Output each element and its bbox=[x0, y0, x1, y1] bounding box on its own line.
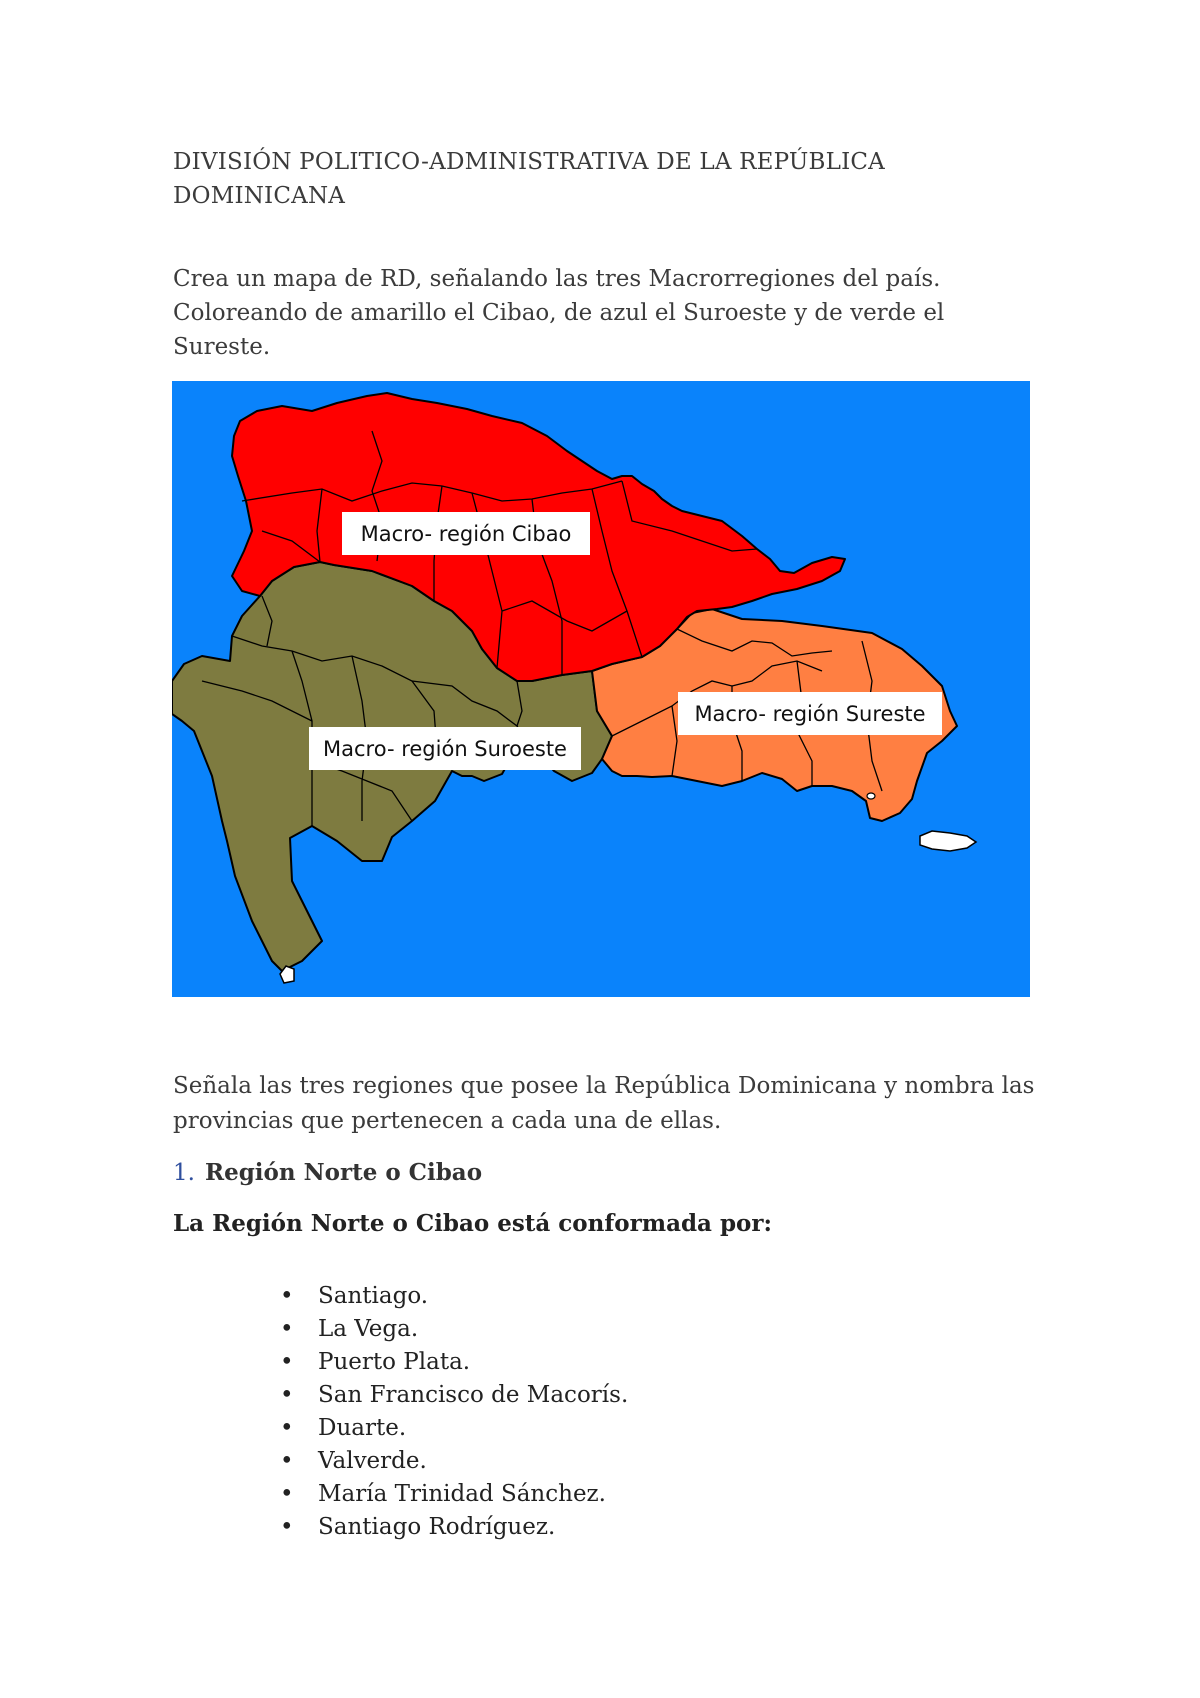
question-line-2: provincias que pertenecen a cada una de ellas. bbox=[173, 1108, 722, 1134]
title-line-1: DIVISIÓN POLITICO-ADMINISTRATIVA DE LA REPÚBLICA bbox=[173, 149, 885, 175]
label-cibao-text: Macro- región Cibao bbox=[360, 522, 572, 546]
section-title: Región Norte o Cibao bbox=[204, 1159, 483, 1186]
instructions-line-1: Crea un mapa de RD, señalando las tres Macrorregiones del país. bbox=[173, 266, 941, 292]
list-item-text: Santiago Rodríguez. bbox=[318, 1514, 556, 1540]
instructions-paragraph bbox=[173, 262, 1053, 364]
bullet-icon: • bbox=[280, 1283, 294, 1309]
question-line-1: Señala las tres regiones que posee la República Dominicana y nombra las bbox=[173, 1073, 1035, 1099]
list-item bbox=[280, 1280, 628, 1313]
instructions-line-3: Sureste. bbox=[173, 334, 271, 360]
list-item bbox=[280, 1412, 628, 1445]
label-suroeste bbox=[309, 727, 581, 770]
regions-map bbox=[172, 381, 1030, 997]
list-item bbox=[280, 1511, 628, 1544]
bullet-icon: • bbox=[280, 1514, 294, 1540]
instructions-line-2: Coloreando de amarillo el Cibao, de azul el Suroeste y de verde el bbox=[173, 300, 945, 326]
label-suroeste-text: Macro- región Suroeste bbox=[323, 737, 567, 761]
bullet-icon: • bbox=[280, 1481, 294, 1507]
bullet-icon: • bbox=[280, 1448, 294, 1474]
list-item-text: Santiago. bbox=[318, 1283, 429, 1309]
title-line-2: DOMINICANA bbox=[173, 183, 346, 209]
list-item-text: María Trinidad Sánchez. bbox=[318, 1481, 606, 1507]
bullet-icon: • bbox=[280, 1382, 294, 1408]
label-sureste bbox=[678, 692, 942, 735]
list-item bbox=[280, 1445, 628, 1478]
list-item-text: Valverde. bbox=[318, 1448, 427, 1474]
label-sureste-text: Macro- región Sureste bbox=[694, 702, 926, 726]
bullet-icon: • bbox=[280, 1316, 294, 1342]
section-number: 1. bbox=[173, 1160, 195, 1186]
list-item bbox=[280, 1379, 628, 1412]
section-subtitle: La Región Norte o Cibao está conformada por: bbox=[173, 1210, 772, 1237]
list-item bbox=[280, 1346, 628, 1379]
section-heading bbox=[173, 1159, 482, 1186]
island-catalina bbox=[867, 793, 875, 799]
bullet-icon: • bbox=[280, 1415, 294, 1441]
list-item-text: La Vega. bbox=[318, 1316, 419, 1342]
question-paragraph bbox=[173, 1069, 1053, 1139]
list-item-text: Puerto Plata. bbox=[318, 1349, 471, 1375]
list-item bbox=[280, 1478, 628, 1511]
document-title bbox=[173, 145, 1053, 213]
bullet-icon: • bbox=[280, 1349, 294, 1375]
map-svg bbox=[172, 381, 1030, 997]
list-item bbox=[280, 1313, 628, 1346]
list-item-text: Duarte. bbox=[318, 1415, 407, 1441]
list-item-text: San Francisco de Macorís. bbox=[318, 1382, 629, 1408]
province-list bbox=[280, 1280, 628, 1544]
label-cibao bbox=[342, 512, 590, 555]
